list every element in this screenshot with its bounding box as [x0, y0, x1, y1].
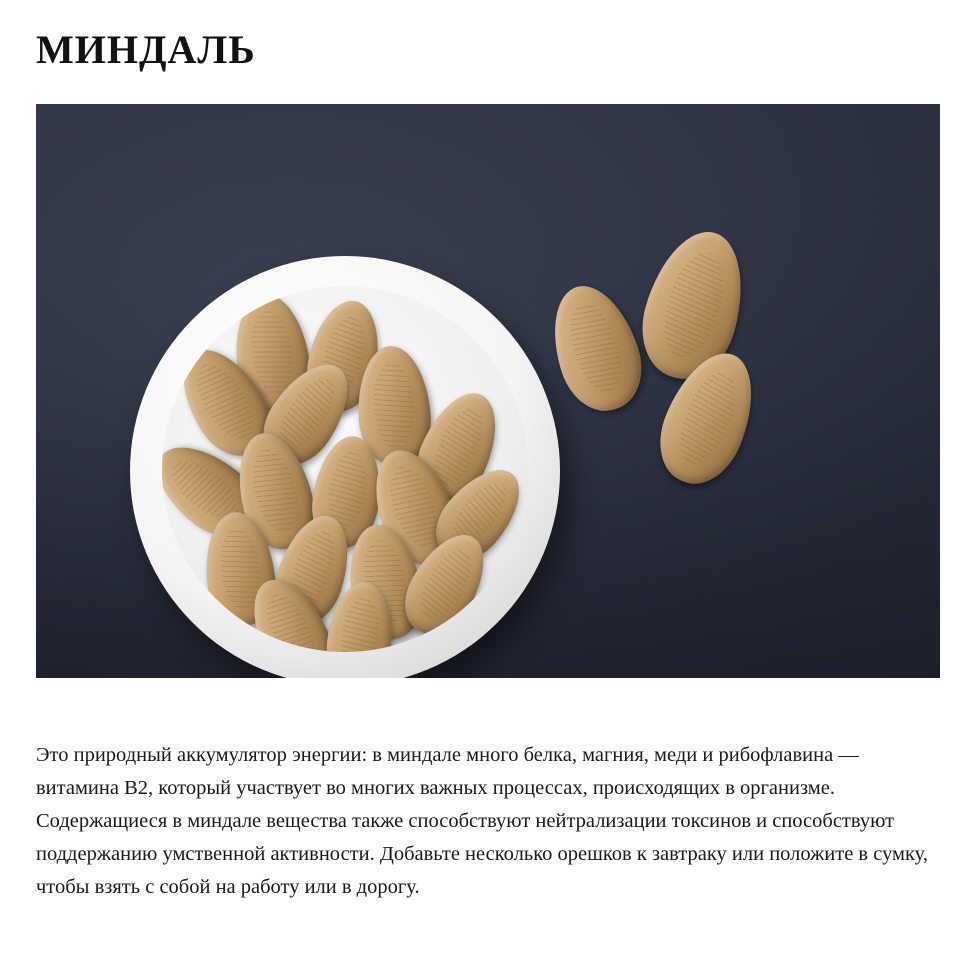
hero-photo [36, 104, 940, 678]
bowl [130, 256, 560, 678]
page-title: МИНДАЛЬ [36, 27, 256, 72]
bowl-interior [162, 286, 528, 652]
body-paragraph: Это природный аккумулятор энергии: в миндале много белка, магния, меди и рибофлавина — витамина B2, который участвует во многих важных процессах, происходящих в организме. Содержащиеся в миндале вещества также способствуют нейтрализации токсинов и способствуют поддержанию умственной активности. Добавьте несколько орешков к завтраку или положите в сумку, чтобы взять с собой на работу или в дорогу. [36, 743, 929, 899]
